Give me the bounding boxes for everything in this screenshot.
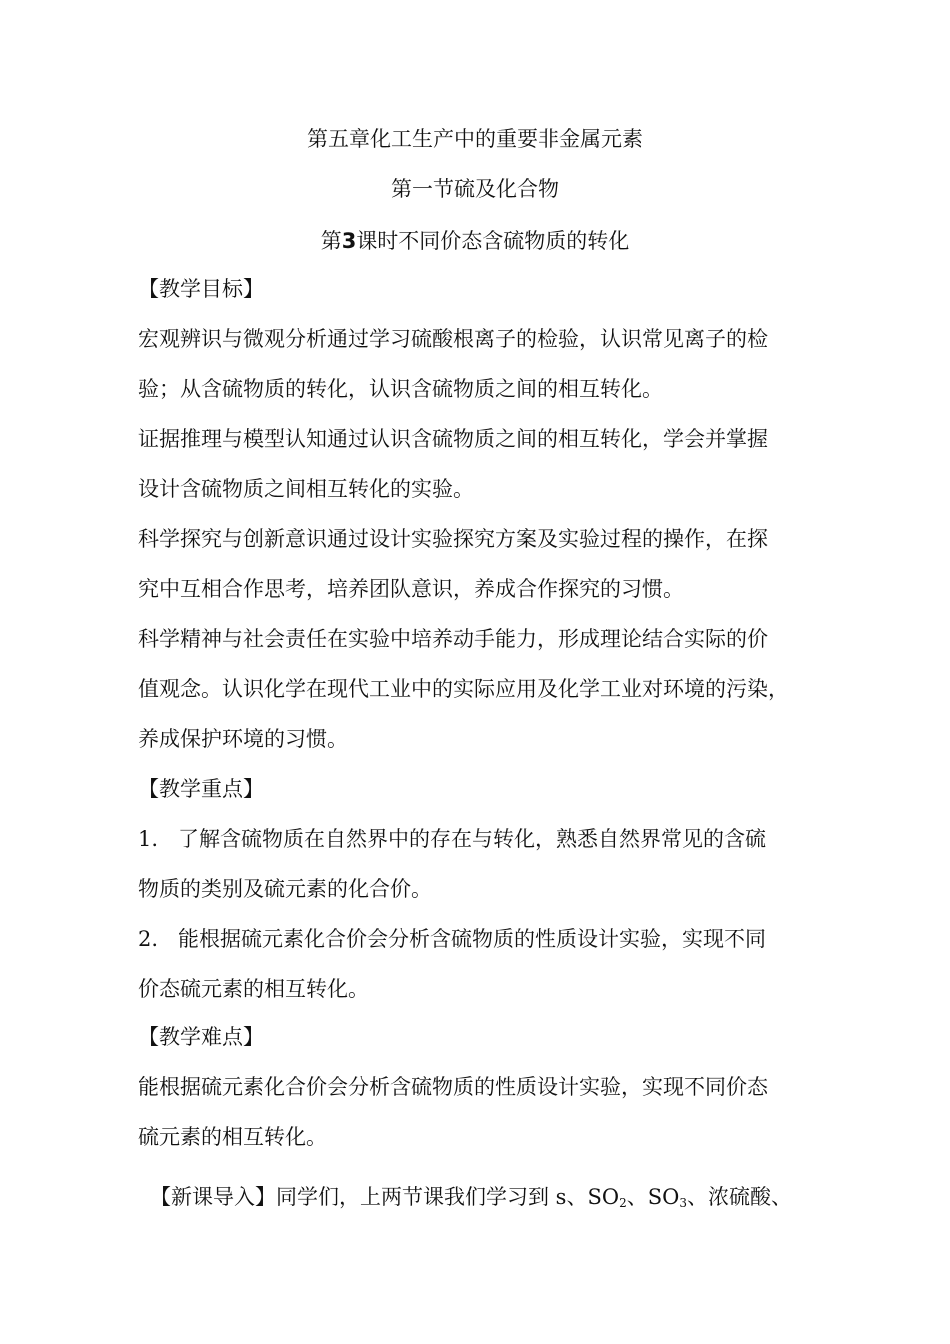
key-point-item-1-cont: 物质的类别及硫元素的化合价。: [138, 877, 432, 901]
difficulties-heading: 【教学难点】: [138, 1025, 264, 1049]
difficulties-line: 硫元素的相互转化。: [138, 1125, 327, 1149]
objectives-line: 值观念。认识化学在现代工业中的实际应用及化学工业对环境的污染，: [138, 677, 789, 701]
lesson-suffix: 课时不同价态含硫物质的转化: [356, 229, 630, 253]
lesson-number: 3: [341, 229, 357, 253]
intro-paragraph: [150, 1182, 792, 1212]
objectives-line: 养成保护环境的习惯。: [138, 727, 348, 751]
lesson-prefix: 第: [320, 229, 342, 253]
section-title: 第一节硫及化合物: [391, 177, 559, 201]
key-point-item-2: [138, 924, 766, 954]
objectives-line: 究中互相合作思考，培养团队意识，养成合作探究的习惯。: [138, 577, 684, 601]
list-text: 能根据硫元素化合价会分析含硫物质的性质设计实验，实现不同: [178, 927, 766, 951]
chapter-title: 第五章化工生产中的重要非金属元素: [307, 127, 643, 151]
objectives-line: 设计含硫物质之间相互转化的实验。: [138, 477, 474, 501]
list-text: 了解含硫物质在自然界中的存在与转化，熟悉自然界常见的含硫: [178, 827, 766, 851]
objectives-line: 科学精神与社会责任在实验中培养动手能力，形成理论结合实际的价: [138, 627, 768, 651]
objectives-line: 宏观辨识与微观分析通过学习硫酸根离子的检验，认识常见离子的检: [138, 327, 768, 351]
intro-text: 同学们，上两节课我们学习到 s、SO: [276, 1185, 620, 1209]
list-number: 1.: [138, 827, 159, 851]
list-number: 2.: [138, 927, 159, 951]
intro-text: 、SO: [626, 1185, 680, 1209]
objectives-line: 科学探究与创新意识通过设计实验探究方案及实验过程的操作，在探: [138, 527, 768, 551]
objectives-line: 证据推理与模型认知通过认识含硫物质之间的相互转化，学会并掌握: [138, 427, 768, 451]
objectives-line: 验；从含硫物质的转化，认识含硫物质之间的相互转化。: [138, 377, 663, 401]
lesson-title: [0, 226, 950, 256]
key-points-heading: 【教学重点】: [138, 777, 264, 801]
objectives-heading: 【教学目标】: [138, 277, 264, 301]
subscript: 3: [679, 1196, 687, 1210]
subscript: 2: [619, 1196, 627, 1210]
key-point-item-2-cont: 价态硫元素的相互转化。: [138, 977, 369, 1001]
intro-heading: 【新课导入】: [150, 1185, 276, 1209]
difficulties-line: 能根据硫元素化合价会分析含硫物质的性质设计实验，实现不同价态: [138, 1075, 768, 1099]
intro-text: 、浓硫酸、: [686, 1185, 792, 1209]
key-point-item-1: [138, 824, 766, 854]
